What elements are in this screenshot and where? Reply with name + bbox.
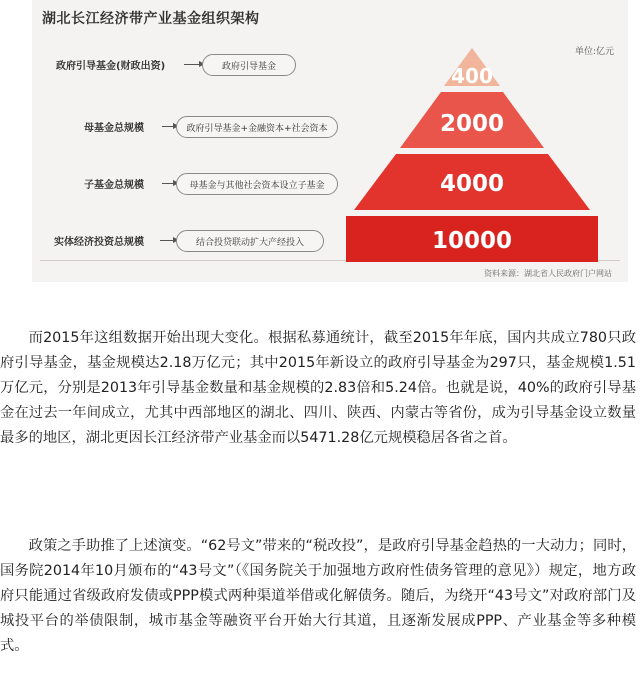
- pill-sub-fund: 母基金与其他社会资本设立子基金: [176, 173, 338, 195]
- arrow-connector: [160, 240, 174, 241]
- arrow-connector: [162, 126, 174, 127]
- paragraph-text: 而2015年这组数据开始出现大变化。根据私募通统计，截至2015年年底，国内共成立780只政府引导基金，基金规模达2.18万亿元；其中2015年新设立的政府引导基金为297只，基金规模1.51万亿元，分别是2013年引导基金数量和基金规模的2.83倍和5.24倍。也就是说，40%的政府引导基金在过去一年间成立，尤其中西部地区的湖北、四川、陕西、内蒙古等省份，成为引导基金设立数量最多的地区，湖北更因长江经济带产业基金而以5471.28亿元规模稳居各省之首。: [0, 330, 636, 446]
- tier-value-10000: 10000: [431, 228, 513, 254]
- paragraph-text: 政策之手助推了上述演变。“62号文”带来的“税改投”，是政府引导基金趋热的一大动力；同时，国务院2014年10月颁布的“43号文”（《国务院关于加强地方政府性债务管理的意见》）规定，地方政府只能通过省级政府发债或PPP模式两种渠道举借或化解债务。随后，为绕开“43号文”对政府部门及城投平台的举债限制，城市基金等融资平台开始大行其道，且逐渐发展成PPP、产业基金等多种模式。: [0, 538, 636, 654]
- row-label-real-economy: 实体经济投资总规模: [54, 237, 144, 248]
- figure-title: 湖北长江经济带产业基金组织架构: [42, 11, 260, 27]
- unit-label: 单位:亿元: [574, 47, 614, 57]
- row-label-mother-fund: 母基金总规模: [84, 123, 144, 134]
- pill-mother-fund: 政府引导基金+金融资本+社会资本: [176, 116, 338, 138]
- arrow-connector: [184, 64, 200, 65]
- pill-real-economy: 结合投贷联动扩大产经投入: [176, 230, 324, 252]
- arrow-connector: [162, 183, 174, 184]
- fund-structure-figure: [32, 0, 628, 282]
- figure-source: 资料来源：湖北省人民政府门户网站: [484, 269, 612, 278]
- article-paragraph-2: [0, 534, 636, 659]
- row-label-sub-fund: 子基金总规模: [84, 180, 144, 191]
- article-paragraph-1: [0, 326, 636, 451]
- tier-value-2000: 2000: [439, 111, 505, 137]
- pyramid-graphic: [342, 48, 602, 262]
- tier-value-400: 400: [451, 64, 493, 88]
- tier-value-4000: 4000: [439, 171, 505, 197]
- pill-guidance-fund: 政府引导基金: [202, 54, 296, 76]
- row-label-guidance-fund: 政府引导基金(财政出资): [56, 61, 166, 72]
